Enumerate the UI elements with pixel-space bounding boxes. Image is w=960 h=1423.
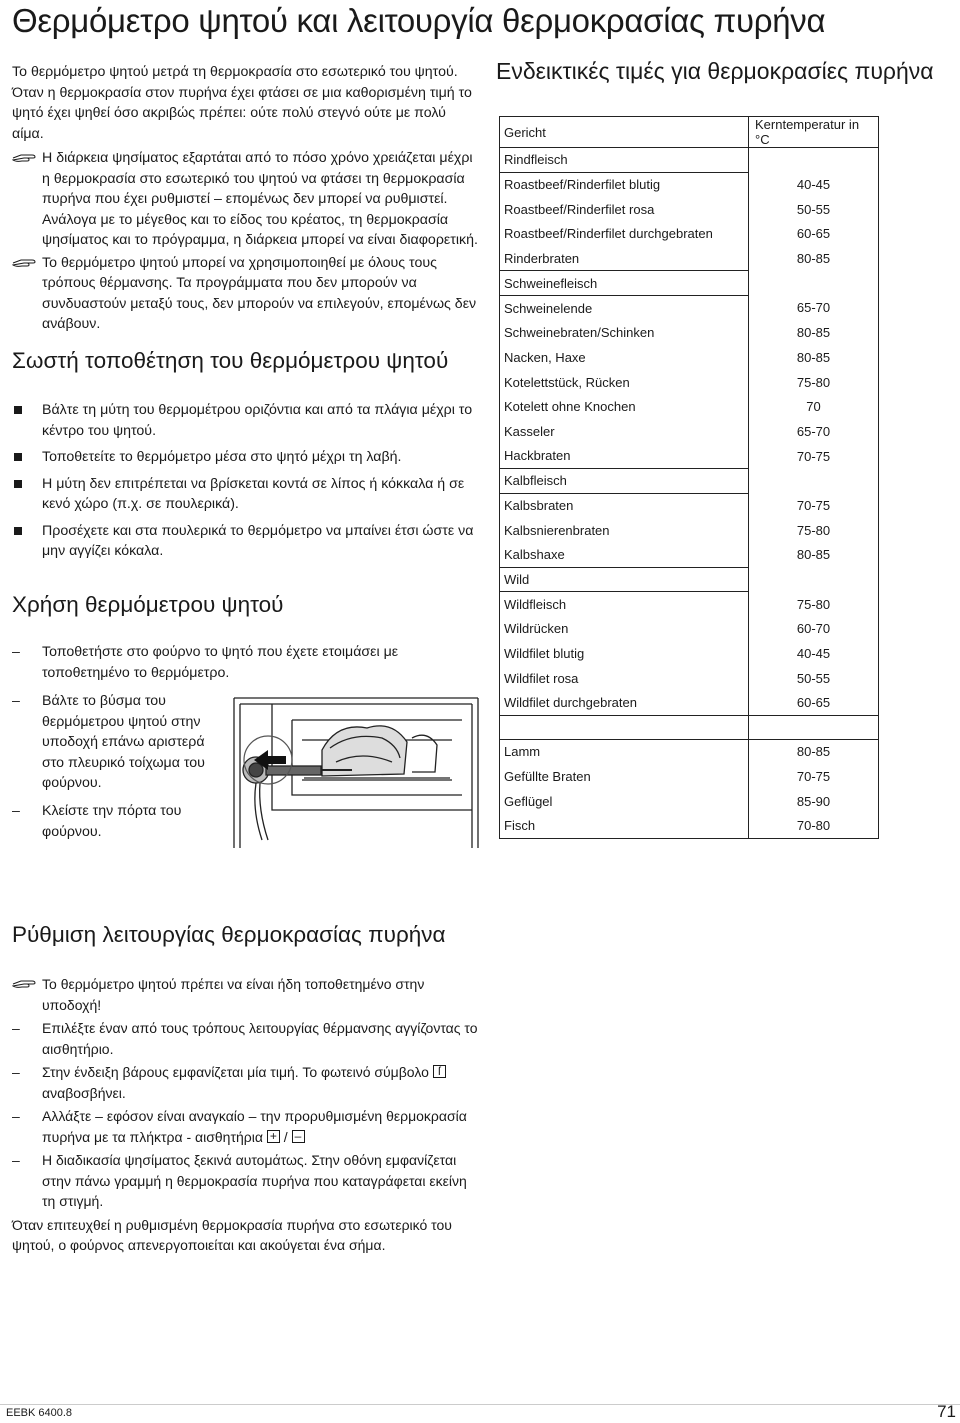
table-cell-value: 50-55 [749,666,879,691]
setting-step: – Επιλέξτε έναν από τους τρόπους λειτουργίας θέρμανσης αγγίζοντας το αισθητήριο. [12,1020,478,1057]
table-cell-value [749,271,879,296]
hint-text: Ανάλογα με το μέγεθος και το είδος του κρέατος, τη θερμοκρασία ψησίματος και το πρόγραμμα, η διάρκεια μπορεί να είναι διαφορετική. [42,211,478,248]
setting-step: – Η διαδικασία ψησίματος ξεκινά αυτομάτως. Στην οθόνη εμφανίζεται στην πάνω γραμμή η θερμοκρασία πυρήνα που καταγράφεται εκείνη τη στιγμή. [12,1152,467,1209]
table-cell-item: Rindfleisch [500,148,749,173]
table-cell-value: 70-75 [749,444,879,469]
table-cell-item: Gericht [500,117,749,148]
table-cell-value: 65-70 [749,419,879,444]
table-row [500,172,879,197]
table-cell-item: Nacken, Haxe [500,345,749,370]
table-spacer-row [500,715,879,739]
table-category-row [500,271,879,296]
core-temperature-table [499,116,879,839]
usage-heading: Χρήση θερμόμετρου ψητού [12,592,284,617]
minus-key-icon: – [292,1130,305,1143]
table-cell-value: 70-75 [749,493,879,518]
square-bullet-icon [14,453,22,461]
table-cell-value: 60-70 [749,617,879,642]
list-item: Η μύτη δεν επιτρέπεται να βρίσκεται κοντά σε λίπος ή κόκκαλα ή σε κενό χώρο (π.χ. σε πουλερικά). [12,474,480,515]
list-item: Βάλτε τη μύτη του θερμομέτρου οριζόντια και από τα πλάγια μέχρι το κέντρο του ψητού. [12,400,480,441]
hint-text: Η διάρκεια ψησίματος εξαρτάται από το πόσο χρόνο χρειάζεται μέχρι η θερμοκρασία στο εσωτερικό του ψητού να φτάσει τη θερμοκρασία πυρήνα που έχει ρυθμιστεί – επομένως δεν μπορεί να ρυθμιστεί. [42,150,473,207]
document-code: EEBK 6400.8 [6,1407,73,1419]
table-row [500,691,879,716]
page-title: Θερμόμετρο ψητού και λειτουργία θερμοκρασίας πυρήνα [12,2,826,39]
table-cell-item: Geflügel [500,789,749,814]
table-cell-item: Kalbshaxe [500,543,749,568]
hint-note [12,148,480,251]
table-cell-value [749,468,879,493]
square-bullet-icon [14,480,22,488]
table-cell-item: Rinderbraten [500,246,749,271]
table-cell-value: 80-85 [749,320,879,345]
hint-note [12,974,482,1015]
table-cell-value: 75-80 [749,592,879,617]
table-row [500,518,879,543]
table-row [500,197,879,222]
table-row [500,246,879,271]
table-cell-value [749,567,879,592]
square-bullet-icon [14,406,22,414]
placement-heading: Σωστή τοποθέτηση του θερμόμετρου ψητού [12,348,449,373]
setting-section [12,974,482,1256]
usage-step: – Βάλτε το βύσμα του θερμόμετρου ψητού στην υποδοχή επάνω αριστερά στο πλευρικό τοίχωμα του φούρνου. [12,693,205,791]
table-row [500,493,879,518]
table-cell-item: Wildfilet rosa [500,666,749,691]
placement-list [12,400,480,568]
table-cell-value: 70 [749,394,879,419]
table-cell-value [749,715,879,739]
table-row [500,394,879,419]
table-row [500,813,879,838]
pointing-hand-icon [12,256,36,270]
list-item: Τοποθετείτε το θερμόμετρο μέσα στο ψητό μέχρι τη λαβή. [12,447,480,468]
table-cell-item: Kasseler [500,419,749,444]
table-row [500,444,879,469]
table-category-row [500,567,879,592]
pointing-hand-icon [12,151,36,165]
table-row [500,345,879,370]
table-cell-item: Wildfilet durchgebraten [500,691,749,716]
table-row [500,641,879,666]
usage-step: – Τοποθετήστε στο φούρνο το ψητό που έχετε ετοιμάσει με τοποθετημένο το θερμόμετρο. [12,644,399,681]
table-row [500,789,879,814]
table-cell-item: Kalbsnierenbraten [500,518,749,543]
table-cell-item: Fisch [500,813,749,838]
table-header-row [500,117,879,148]
table-cell-value: 60-65 [749,222,879,247]
table-cell-item: Kalbfleisch [500,468,749,493]
table-cell-item: Roastbeef/Rinderfilet blutig [500,172,749,197]
table-cell-item: Schweinebraten/Schinken [500,320,749,345]
table-cell-item: Kotelettstück, Rücken [500,370,749,395]
hint-text: Το θερμόμετρο ψητού μπορεί να χρησιμοποιηθεί με όλους τους τρόπους θέρμανσης. Τα προγράμματα που δεν μπορούν να συνδυαστούν μεταξύ τους, δεν μπορούν να επιλεγούν, επομένως δεν ανάβουν. [42,254,477,332]
intro-text: Όταν η θερμοκρασία στον πυρήνα έχει φτάσει σε μια καθορισμένη τιμή το ψητό έχει ψηθεί όσο ακριβώς πρέπει: ούτε πολύ στεγνό ούτε με πολύ αίμα. [12,84,472,142]
table-row [500,370,879,395]
setting-step: – Στην ένδειξη βάρους εμφανίζεται μία τιμή. Το φωτεινό σύμβολο ſ αναβοσβήνει. [12,1062,482,1103]
setting-heading: Ρύθμιση λειτουργίας θερμοκρασίας πυρήνα [12,922,446,947]
table-cell-value: 70-75 [749,764,879,789]
hint-text: Το θερμόμετρο ψητού πρέπει να είναι ήδη τοποθετημένο στην υποδοχή! [42,976,425,1013]
table-row [500,419,879,444]
table-cell-item: Wildfleisch [500,592,749,617]
intro-text: Το θερμόμετρο ψητού μετρά τη θερμοκρασία στο εσωτερικό του ψητού. [12,64,458,80]
table-row [500,296,879,321]
list-item: Προσέχετε και στα πουλερικά το θερμόμετρο να μπαίνει έτσι ώστε να μην αγγίζει κόκαλα. [12,521,480,562]
setting-step: – Αλλάξτε – εφόσον είναι αναγκαίο – την προρυθμισμένη θερμοκρασία πυρήνα με τα πλήκτρα - αισθητήρια + / – [12,1108,467,1145]
table-row [500,543,879,568]
table-row [500,764,879,789]
table-cell-item: Wildfilet blutig [500,641,749,666]
table-cell-value: 80-85 [749,739,879,764]
page-number: 71 [937,1402,956,1421]
table-heading: Ενδεικτικές τιμές για θερμοκρασίες πυρήνα [496,58,934,84]
table-category-row [500,468,879,493]
table-cell-value: 70-80 [749,813,879,838]
table-row [500,739,879,764]
setting-final-text: Όταν επιτευχθεί η ρυθμισμένη θερμοκρασία πυρήνα στο εσωτερικό του ψητού, ο φούρνος απενεργοποιείται και ακούγεται ένα σήμα. [12,1216,452,1253]
usage-step: – Κλείστε την πόρτα του φούρνου. [12,803,182,840]
table-cell-item: Wildrücken [500,617,749,642]
table-cell-item: Kalbsbraten [500,493,749,518]
table-cell-value: 50-55 [749,197,879,222]
intro-section [12,62,480,335]
table-cell-value: 80-85 [749,345,879,370]
table-cell-value: 85-90 [749,789,879,814]
table-cell-value: Kerntemperatur in °C [749,117,879,148]
table-cell-item: Lamm [500,739,749,764]
table-cell-value: 75-80 [749,370,879,395]
pointing-hand-icon [12,977,36,991]
table-cell-item: Schweinelende [500,296,749,321]
table-cell-value: 40-45 [749,172,879,197]
table-cell-item: Kotelett ohne Knochen [500,394,749,419]
table-cell-item: Roastbeef/Rinderfilet durchgebraten [500,222,749,247]
oven-probe-illustration [232,690,482,850]
table-row [500,666,879,691]
table-category-row [500,148,879,173]
table-cell-value: 65-70 [749,296,879,321]
table-row [500,320,879,345]
square-bullet-icon [14,527,22,535]
table-cell-item: Gefüllte Braten [500,764,749,789]
table-cell-item: Hackbraten [500,444,749,469]
table-cell-value [749,148,879,173]
core-temp-symbol-icon: ſ [433,1065,446,1078]
table-row [500,617,879,642]
table-cell-item [500,715,749,739]
table-row [500,592,879,617]
table-cell-item: Wild [500,567,749,592]
table-cell-value: 75-80 [749,518,879,543]
table-row [500,222,879,247]
footer-divider [0,1404,960,1405]
plus-key-icon: + [267,1130,280,1143]
table-cell-value: 80-85 [749,246,879,271]
table-cell-item: Schweinefleisch [500,271,749,296]
table-cell-value: 40-45 [749,641,879,666]
table-cell-value: 80-85 [749,543,879,568]
table-cell-item: Roastbeef/Rinderfilet rosa [500,197,749,222]
hint-note [12,253,480,335]
table-cell-value: 60-65 [749,691,879,716]
